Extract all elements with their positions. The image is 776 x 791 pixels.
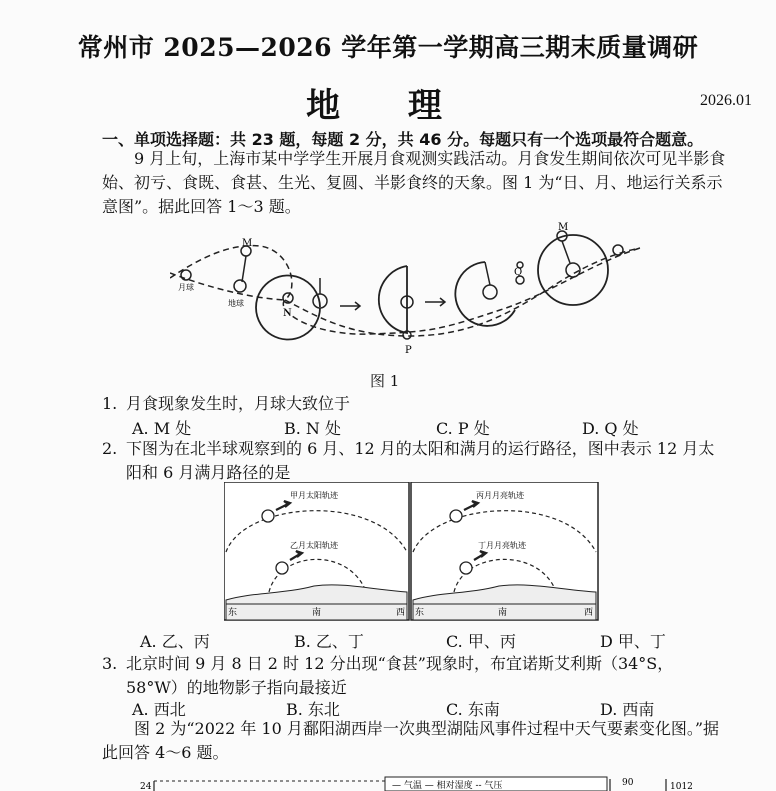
label-west-left: 西	[396, 608, 406, 618]
exam-date: 2026.01	[700, 92, 752, 109]
question-3-stem: 北京时间 9 月 8 日 2 时 12 分出现“食甚”现象时，布宜诺斯艾利斯（34°S，58°W）的地物影子指向最接近	[126, 654, 674, 697]
question-2-option-b[interactable]: B. 乙、丁	[294, 632, 364, 651]
label-moon: 月球	[178, 283, 194, 292]
label-yi-sun: 乙月太阳轨迹	[290, 541, 338, 550]
label-east-left: 东	[228, 608, 238, 618]
question-2-option-a[interactable]: A. 乙、丙	[140, 632, 210, 651]
label-Q: Q	[514, 267, 523, 278]
figure-2-sun-moon-paths	[224, 482, 600, 622]
subject-title: 地 理	[306, 86, 470, 126]
chart-y-right-tick-2: 1012	[670, 782, 693, 791]
label-jia-sun: 甲月太阳轨迹	[290, 491, 338, 500]
question-1-option-d[interactable]: D. Q 处	[582, 419, 639, 438]
label-N: N	[283, 308, 292, 319]
exam-title: 常州市 2025—2026 学年第一学期高三期末质量调研	[77, 33, 699, 62]
question-3	[102, 652, 742, 700]
figure-1-sun-moon-earth-diagram	[170, 218, 650, 368]
label-M2: M	[558, 222, 569, 233]
question-1-option-a[interactable]: A. M 处	[132, 419, 192, 438]
question-2-number: 2.	[102, 439, 118, 458]
label-M1: M	[242, 238, 253, 249]
question-1-option-b[interactable]: B. N 处	[284, 419, 342, 438]
label-south-right: 南	[498, 608, 508, 618]
label-south-left: 南	[312, 608, 322, 618]
chart-y-right-tick-1: 90	[622, 778, 634, 788]
question-2-stem: 下图为在北半球观察到的 6 月、12 月的太阳和满月的运行路径，图中表示 12 月太阳和 6 月满月路径的是	[126, 439, 715, 482]
label-ding-moon: 丁月月亮轨迹	[478, 541, 526, 550]
label-east-right: 东	[415, 608, 425, 618]
question-3-option-b[interactable]: B. 东北	[286, 700, 340, 719]
label-west-right: 西	[584, 608, 594, 618]
question-1	[102, 392, 742, 416]
question-1-option-c[interactable]: C. P 处	[436, 419, 490, 438]
intro-paragraph-1: 9 月上旬，上海市某中学学生开展月食观测实践活动。月食发生期间依次可见半影食始、初亏、食既、食甚、生光、复圆、半影食终的天象。图 1 为“日、月、地运行关系示意图”。据此回答 1～3 题。	[102, 149, 726, 216]
question-3-option-c[interactable]: C. 东南	[446, 700, 500, 719]
label-earth: 地球	[228, 299, 244, 308]
label-bing-moon: 丙月月亮轨迹	[476, 491, 524, 500]
question-2	[102, 437, 742, 485]
question-3-option-d[interactable]: D. 西南	[600, 700, 655, 719]
question-2-option-c[interactable]: C. 甲、丙	[446, 632, 516, 651]
intro-paragraph-2: 图 2 为“2022 年 10 月鄱阳湖西岸一次典型湖陆风事件过程中天气要素变化图。”据此回答 4～6 题。	[102, 719, 720, 762]
question-2-option-d[interactable]: D 甲、丁	[600, 632, 666, 651]
chart-legend: — 气温 — 相对湿度 -- 气压	[392, 781, 503, 791]
chart-y-left-tick: 24	[140, 782, 152, 791]
earth-orbit-path	[285, 248, 640, 336]
label-P: P	[405, 345, 412, 356]
figure-1-caption: 图 1	[370, 372, 400, 390]
question-3-number: 3.	[102, 654, 118, 673]
section-heading: 一、单项选择题：共 23 题，每题 2 分，共 46 分。每题只有一个选项最符合题意。	[102, 130, 704, 149]
question-1-stem: 月食现象发生时，月球大致位于	[126, 394, 351, 413]
moon-orbit-path	[170, 246, 640, 334]
figure-2-weather-chart-top	[140, 775, 700, 791]
question-3-option-a[interactable]: A. 西北	[132, 700, 186, 719]
question-1-number: 1.	[102, 394, 118, 413]
